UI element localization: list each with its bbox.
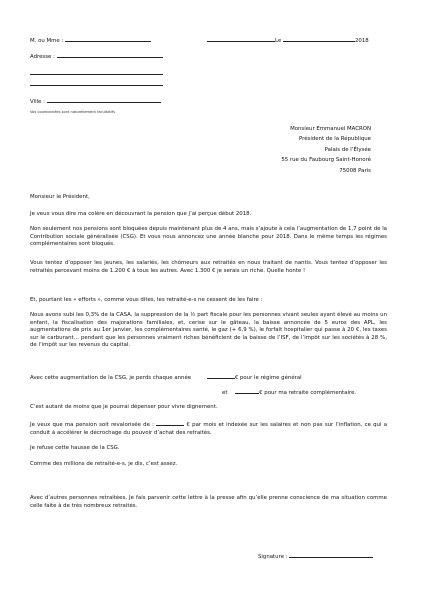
recipient-place: Palais de l’Élysée xyxy=(324,147,371,153)
csg-line-compl xyxy=(222,388,356,397)
salutation: Monsieur le Président, xyxy=(30,194,90,200)
paragraph-1: Je veux vous dire ma colère en découvrant la pension que j’ai perçue début 2018. xyxy=(30,211,252,217)
paragraph-9: Comme des millions de retraité-e-s, je dis, c’est assez. xyxy=(30,461,178,467)
csg-line-general xyxy=(30,373,302,382)
paragraph-8: Je refuse cette hausse de la CSG. xyxy=(30,445,120,451)
ville-blank[interactable] xyxy=(47,97,161,103)
paragraph-7 xyxy=(30,420,387,437)
csg-general-blank[interactable] xyxy=(207,373,235,379)
name-blank[interactable] xyxy=(65,36,151,42)
name-label: M. ou Mme : xyxy=(30,38,64,44)
recipient-name: Monsieur Emmanuel MACRON xyxy=(290,126,371,132)
csg-general-label: € pour le régime général xyxy=(234,375,302,381)
optional-note: Vos coordonnées sont naturellement facultatifs xyxy=(30,110,115,114)
recipient-title: Président de la République xyxy=(298,136,371,142)
csg-compl-blank[interactable] xyxy=(235,388,259,394)
address-field[interactable] xyxy=(30,52,163,61)
signature-label: Signature : xyxy=(258,554,288,560)
csg-compl-label: € pour ma retraite complémentaire. xyxy=(259,390,357,396)
paragraph-2: Non seulement nos pensions sont bloquées depuis maintenant plus de 4 ans, mais s’ajoute à cela l’augmentation de 1,7 point de la Contribution sociale généralisée (CSG). Et vous nous annoncez une année blanche pour 2018. Dans le même temps les régimes complémentaires sont bloqués. xyxy=(30,226,387,247)
name-field[interactable] xyxy=(30,36,151,45)
ville-label: Ville : xyxy=(30,99,45,105)
paragraph-10: Avec d’autres personnes retraitées, Je fais parvenir cette lettre à la presse afin qu’elle prenne conscience de ma situation comme celle faite à de très nombreux retraités. xyxy=(30,495,387,509)
signature-blank[interactable] xyxy=(289,552,373,558)
address-blank-1[interactable] xyxy=(57,52,163,58)
csg-et: et xyxy=(222,390,228,396)
ville-field[interactable] xyxy=(30,97,161,106)
paragraph-3: Vous tentez d’opposer les jeunes, les salariés, les chômeurs aux retraités en nous traitant de nantis. Vous tentez d’opposer les retraités percevant moins de 1.200 € à tous les autres. Avec 1.300 € je serais un riche. Quelle honte ! xyxy=(30,260,387,274)
address-blank-2[interactable] xyxy=(30,74,163,75)
revalorisation-prefix: Je veux que ma pension soit revalorisée de : xyxy=(30,422,154,428)
paragraph-4: Et, pourtant les « efforts », comme vous dites, les retraité-e-s ne cessent de les faire : xyxy=(30,297,263,303)
recipient-city: 75008 Paris xyxy=(339,168,371,174)
revalorisation-suffix: € par mois et indexée sur les salaires et non pas sur l’inflation, ce qui a conduit à accélérer le décrochage du pouvoir d’achat des retraités. xyxy=(30,422,388,436)
date-blank[interactable] xyxy=(283,36,355,42)
le-label: Le xyxy=(275,38,282,44)
revalorisation-blank[interactable] xyxy=(156,420,184,426)
signature-field[interactable] xyxy=(258,552,373,561)
year-text: 2018 xyxy=(354,38,369,44)
address-label: Adresse : xyxy=(30,54,55,60)
place-blank[interactable] xyxy=(207,36,275,42)
address-blank-3[interactable] xyxy=(30,85,163,86)
recipient-street: 55 rue du Faubourg Saint-Honoré xyxy=(281,157,371,163)
paragraph-5: Nous avons subi les 0,3% de la CASA, la suppression de la ½ part fiscale pour les personnes vivant seules ayant élevé au moins un enfant, la fiscalisation des majorations familiales, et, cerise sur le gâteau, la baisse annoncée de 5 euros des APL, les augmentations de prix au 1er janvier, les complémentaires santé, le gaz (+ 6,9 %), le forfait hospitalier qui passe à 20 €, les taxes sur le carburant… pendant que les personnes vraiment riches bénéficient de la baisse de l’ISF, de l’impôt sur les sociétés à 28 %, de l’impôt sur les revenus du capital. xyxy=(30,312,387,348)
csg-prefix: Avec cette augmentation de la CSG, je perds chaque année xyxy=(30,375,192,381)
paragraph-6: C’est autant de moins que je pourrai dépenser pour vivre dignement. xyxy=(30,404,218,410)
date-field[interactable] xyxy=(207,36,369,45)
